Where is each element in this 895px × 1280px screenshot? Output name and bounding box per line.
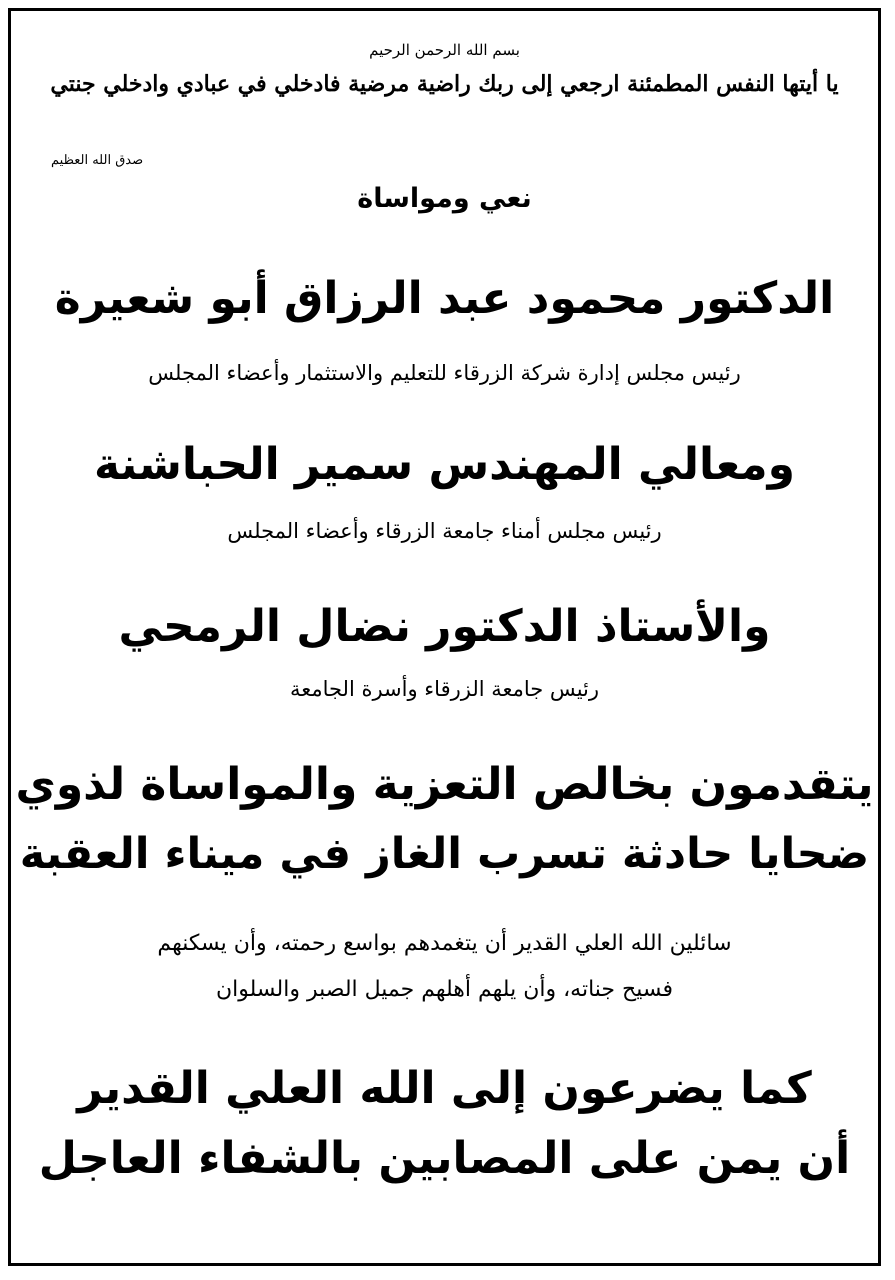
condolence-message-line-2: ضحايا حادثة تسرب الغاز في ميناء العقبة <box>19 829 870 879</box>
sender-name-3: والأستاذ الدكتور نضال الرمحي <box>118 601 771 652</box>
notice-frame <box>8 8 881 1266</box>
sender-name-1: الدكتور محمود عبد الرزاق أبو شعيرة <box>54 273 835 324</box>
sender-title-3: رئيس جامعة الزرقاء وأسرة الجامعة <box>289 677 600 701</box>
notice-heading: نعي ومواساة <box>357 183 532 214</box>
sender-title-1: رئيس مجلس إدارة شركة الزرقاء للتعليم والاستثمار وأعضاء المجلس <box>148 361 741 385</box>
quran-verse: يا أيتها النفس المطمئنة ارجعي إلى ربك راضية مرضية فادخلي في عبادي وادخلي جنتي <box>50 71 839 97</box>
closing-formula: صدق الله العظيم <box>51 153 144 168</box>
prayer-line-1: سائلين الله العلي القدير أن يتغمدهم بواسع رحمته، وأن يسكنهم <box>157 931 732 956</box>
basmala: بسم الله الرحمن الرحيم <box>369 41 520 59</box>
prayer-line-2: فسيح جناته، وأن يلهم أهلهم جميل الصبر والسلوان <box>215 977 674 1002</box>
closing-line-2: أن يمن على المصابين بالشفاء العاجل <box>38 1133 851 1184</box>
sender-title-2: رئيس مجلس أمناء جامعة الزرقاء وأعضاء المجلس <box>227 519 662 543</box>
closing-line-1: كما يضرعون إلى الله العلي القدير <box>77 1063 812 1114</box>
condolence-message-line-1: يتقدمون بخالص التعزية والمواساة لذوي <box>15 759 874 810</box>
sender-name-2: ومعالي المهندس سمير الحباشنة <box>94 439 795 490</box>
